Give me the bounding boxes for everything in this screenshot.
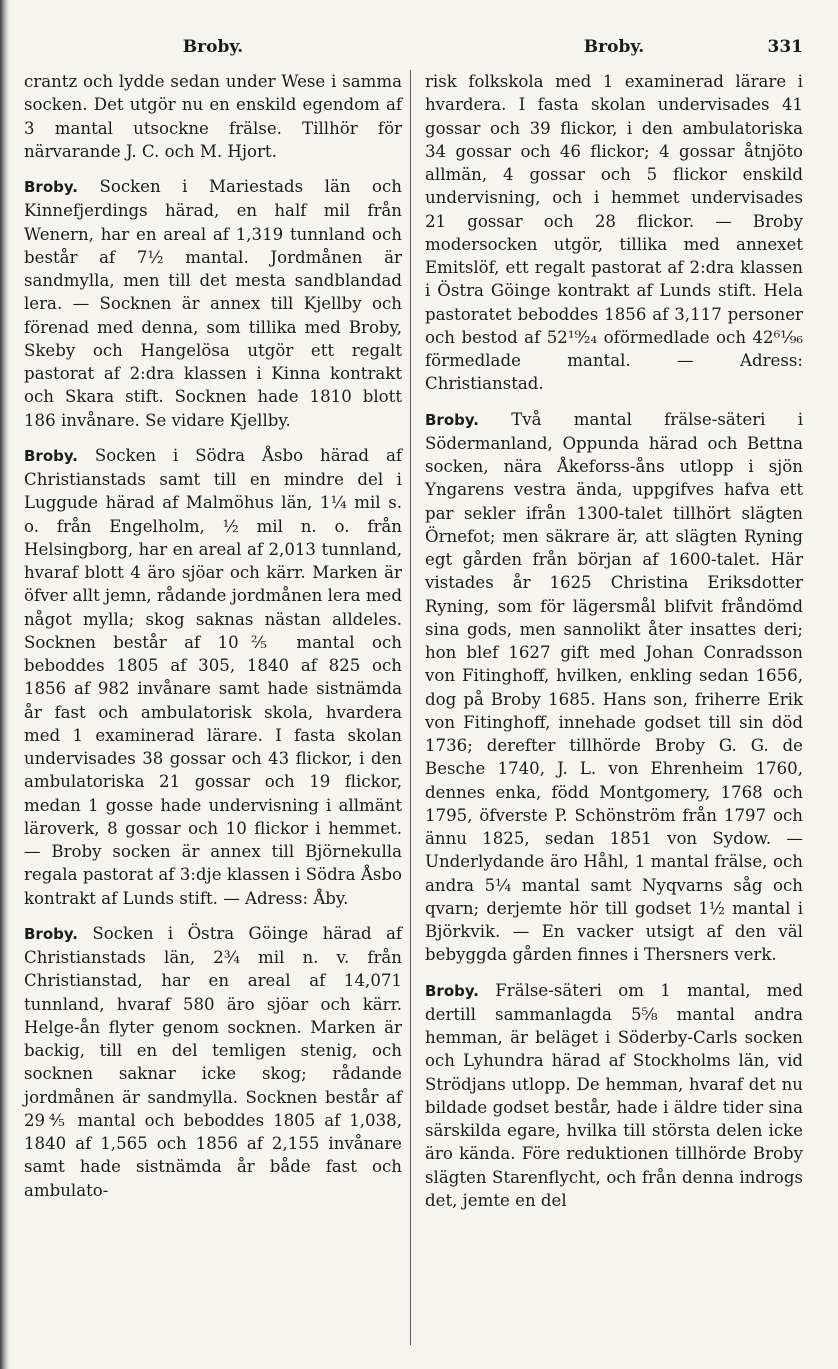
entry-paragraph	[425, 408, 803, 967]
running-header-right	[425, 37, 803, 59]
paragraph-text: crantz och lydde sedan under Wese i samma socken. Det utgör nu en enskild egendom af 3 mantal utsockne frälse. Tillhör för närvarande J. C. och M. Hjort.	[24, 72, 402, 161]
paragraph-text: Socken i Södra Åsbo härad af Christianstads samt till en mindre del i Luggude härad af Malmöhus län, 1¼ mil s. o. från Engelholm, ½ mil n. o. från Helsingborg, har en areal af 2,013 tunnland, hvaraf blott 4 äro sjöar och kärr. Marken är öfver allt jemn, rådande jordmånen lera med något mylla; skog saknas nästan alldeles. Socknen består af 10⅖ mantal och beboddes 1805 af 305, 1840 af 825 och 1856 af 982 invånare samt hade sistnämda år fast och ambulatorisk skola, hvardera med 1 examinerad lärare. I fasta skolan undervisades 38 gossar och 43 flickor, i den ambulatoriska 21 gossar och 19 flickor, medan 1 gosse hade undervisning i allmänt läroverk, 8 gossar och 10 flickor i hemmet. — Broby socken är annex till Björnekulla regala pastorat af 3:dje klassen i Södra Åsbo kontrakt af Lunds stift. — Adress: Åby.	[24, 445, 402, 908]
paragraph-text: Två mantal frälse-säteri i Södermanland, Oppunda härad och Bettna socken, nära Åkeforss-åns utlopp i sjön Yngarens vestra ända, uppgifves hafva ett par sekler ifrån 1300-talet tillhört slägten Örnefot; men säkrare är, att slägten Ryning egt gården från början af 1600-talet. Här vistades år 1625 Christina Eriksdotter Ryning, som för lägersmål blifvit fråndömd sina gods, men sannolikt åter insattes deri; hon blef 1627 gift med Johan Conradsson von Fitinghoff, hvilken, enkling sedan 1656, dog på Broby 1685. Hans son, friherre Erik von Fitinghoff, innehade godset till sin död 1736; derefter tillhörde Broby G. G. de Besche 1740, J. L. von Ehrenheim 1760, dennes enka, född Montgomery, 1768 och 1795, öfverste P. Schönström från 1797 och ännu 1825, sedan 1851 von Sydow. — Underlydande äro Håhl, 1 mantal frälse, och andra 5¼ mantal samt Nyqvarns såg och qvarn; derjemte hör till godset 1½ mantal i Björkvik. — En vacker utsigt af den väl bebyggda gården finnes i Thersners verk.	[425, 409, 803, 965]
paragraph-text: Frälse-säteri om 1 mantal, med dertill sammanlagda 5⅝ mantal andra hemman, är beläget i Söderby-Carls socken och Lyhundra härad af Stockholms län, vid Strödjans utlopp. De hemman, hvaraf det nu bildade godset består, hade i äldre tider sina särskilda egare, hvilka till största delen icke äro kända. Före reduktionen tillhörde Broby slägten Starenflycht, och från denna indrogs det, jemte en del	[425, 980, 803, 1210]
right-column	[425, 70, 803, 1212]
entry-paragraph	[24, 922, 402, 1202]
running-title-right: Broby.	[583, 37, 645, 57]
entry-paragraph	[24, 444, 402, 910]
paragraph-text: Socken i Mariestads län och Kinnefjerdings härad, en half mil från Wenern, har en areal af 1,319 tunnland och består af 7½ mantal. Jordmånen är sandmylla, men till det mesta sandblandad lera. — Socknen är annex till Kjellby och förenad med denna, som tillika med Broby, Skeby och Hangelösa utgör ett regalt pastorat af 2:dra klassen i Kinna kontrakt och Skara stift. Socknen hade 1810 blott 186 invånare. Se vidare Kjellby.	[24, 177, 402, 430]
paragraph-text: Socken i Östra Göinge härad af Christianstads län, 2¾ mil n. v. från Christianstad, har en areal af 14,071 tunnland, hvaraf 580 äro sjöar och kärr. Helge-ån flyter genom socknen. Marken är backig, till en del temligen stenig, och socknen saknar icke skog; rådande jordmånen är sandmylla. Socknen består af 29⅘ mantal och beboddes 1805 af 1,038, 1840 af 1,565 och 1856 af 2,155 invånare samt hade sistnämda år både fast och ambulato-	[24, 923, 402, 1200]
entry-heading: Broby.	[24, 446, 78, 465]
entry-paragraph	[24, 175, 402, 432]
entry-paragraph	[24, 70, 402, 163]
running-title-left: Broby.	[182, 37, 244, 57]
entry-heading: Broby.	[24, 924, 78, 943]
entry-heading: Broby.	[425, 981, 479, 1000]
entry-heading: Broby.	[24, 178, 78, 196]
left-column	[24, 70, 402, 1202]
entry-heading: Broby.	[425, 410, 479, 429]
entry-paragraph	[425, 979, 803, 1213]
page-number: 331	[767, 37, 803, 57]
paragraph-text: risk folkskola med 1 examinerad lärare i hvardera. I fasta skolan undervisades 41 gossar och 39 flickor, i den ambulatoriska 34 gossar och 46 flickor; 4 gossar åtnjöto allmän, 4 gossar och 5 flickor enskild undervisning, och i hemmet undervisades 21 gossar och 28 flickor. — Broby modersocken utgör, tillika med annexet Emitslöf, ett regalt pastorat af 2:dra klassen i Östra Göinge kontrakt af Lunds stift. Hela pastoratet beboddes 1856 af 3,117 personer och bestod af 52¹⁹⁄₂₄ oförmedlade och 42⁶¹⁄₉₆ förmedlade mantal. — Adress: Christianstad.	[425, 72, 803, 394]
entry-paragraph	[425, 70, 803, 396]
page-binding-edge	[0, 0, 10, 1369]
column-divider	[410, 70, 411, 1345]
